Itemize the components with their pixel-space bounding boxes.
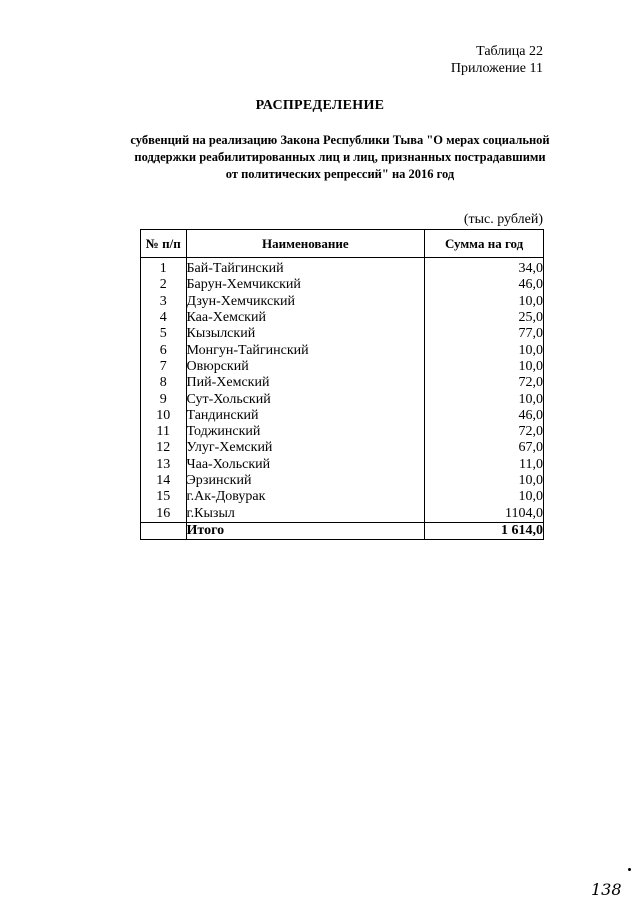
row-sum: 11,0 [425, 457, 544, 473]
row-name: Дзун-Хемчикский [186, 294, 425, 310]
total-number [141, 522, 187, 539]
row-name: Барун-Хемчикский [186, 277, 425, 293]
total-sum: 1 614,0 [425, 522, 544, 539]
table-row [141, 310, 544, 326]
table-header-row [141, 230, 544, 258]
row-sum: 10,0 [425, 489, 544, 505]
table-row [141, 473, 544, 489]
row-name: Кызылский [186, 326, 425, 342]
row-name: Бай-Тайгинский [186, 258, 425, 278]
column-header-number: № п/п [141, 230, 187, 258]
row-name: Каа-Хемский [186, 310, 425, 326]
table-label: Таблица 22 [476, 44, 543, 59]
row-sum: 10,0 [425, 294, 544, 310]
row-number: 2 [141, 277, 187, 293]
table-row [141, 326, 544, 342]
row-name: Пий-Хемский [186, 375, 425, 391]
table-row [141, 440, 544, 456]
table-row [141, 342, 544, 358]
row-number: 9 [141, 391, 187, 407]
table-row [141, 505, 544, 522]
row-number: 11 [141, 424, 187, 440]
row-sum: 10,0 [425, 359, 544, 375]
appendix-label: Приложение 11 [450, 61, 543, 76]
table-row [141, 424, 544, 440]
units-note: (тыс. рублей) [463, 212, 543, 227]
row-sum: 46,0 [425, 277, 544, 293]
row-number: 5 [141, 326, 187, 342]
table-row [141, 375, 544, 391]
row-number: 8 [141, 375, 187, 391]
row-name: г.Ак-Довурак [186, 489, 425, 505]
row-number: 7 [141, 359, 187, 375]
subtitle-line: от политических репрессий" на 2016 год [225, 167, 455, 181]
ink-dot [628, 868, 631, 871]
row-sum: 72,0 [425, 375, 544, 391]
row-sum: 72,0 [425, 424, 544, 440]
document-title: РАСПРЕДЕЛЕНИЕ [255, 98, 385, 113]
table-row [141, 408, 544, 424]
page-number-handwritten: 138 [591, 880, 622, 899]
row-name: Тандинский [186, 408, 425, 424]
table-row [141, 391, 544, 407]
row-name: г.Кызыл [186, 505, 425, 522]
subtitle-line: субвенций на реализацию Закона Республики Тыва "О мерах социальной [130, 133, 550, 147]
row-number: 10 [141, 408, 187, 424]
row-sum: 25,0 [425, 310, 544, 326]
row-sum: 77,0 [425, 326, 544, 342]
row-name: Чаа-Хольский [186, 457, 425, 473]
table-row [141, 457, 544, 473]
row-name: Овюрский [186, 359, 425, 375]
row-number: 16 [141, 505, 187, 522]
row-name: Монгун-Тайгинский [186, 342, 425, 358]
row-name: Тоджинский [186, 424, 425, 440]
row-sum: 1104,0 [425, 505, 544, 522]
row-sum: 10,0 [425, 342, 544, 358]
subtitle-line: поддержки реабилитированных лиц и лиц, признанных пострадавшими [134, 150, 546, 164]
row-sum: 46,0 [425, 408, 544, 424]
row-number: 12 [141, 440, 187, 456]
row-name: Сут-Хольский [186, 391, 425, 407]
row-number: 13 [141, 457, 187, 473]
row-sum: 34,0 [425, 258, 544, 278]
row-sum: 10,0 [425, 391, 544, 407]
row-name: Улуг-Хемский [186, 440, 425, 456]
table-row [141, 277, 544, 293]
row-number: 4 [141, 310, 187, 326]
row-name: Эрзинский [186, 473, 425, 489]
table-row [141, 359, 544, 375]
row-number: 1 [141, 258, 187, 278]
distribution-table [140, 229, 544, 540]
header-labels [451, 43, 543, 77]
column-header-sum: Сумма на год [425, 230, 544, 258]
row-sum: 67,0 [425, 440, 544, 456]
row-sum: 10,0 [425, 473, 544, 489]
row-number: 15 [141, 489, 187, 505]
table-row [141, 258, 544, 278]
row-number: 14 [141, 473, 187, 489]
row-number: 3 [141, 294, 187, 310]
table-row [141, 294, 544, 310]
column-header-name: Наименование [186, 230, 425, 258]
total-label: Итого [186, 522, 425, 539]
document-subtitle [130, 132, 550, 183]
row-number: 6 [141, 342, 187, 358]
table-total-row [141, 522, 544, 539]
table-row [141, 489, 544, 505]
